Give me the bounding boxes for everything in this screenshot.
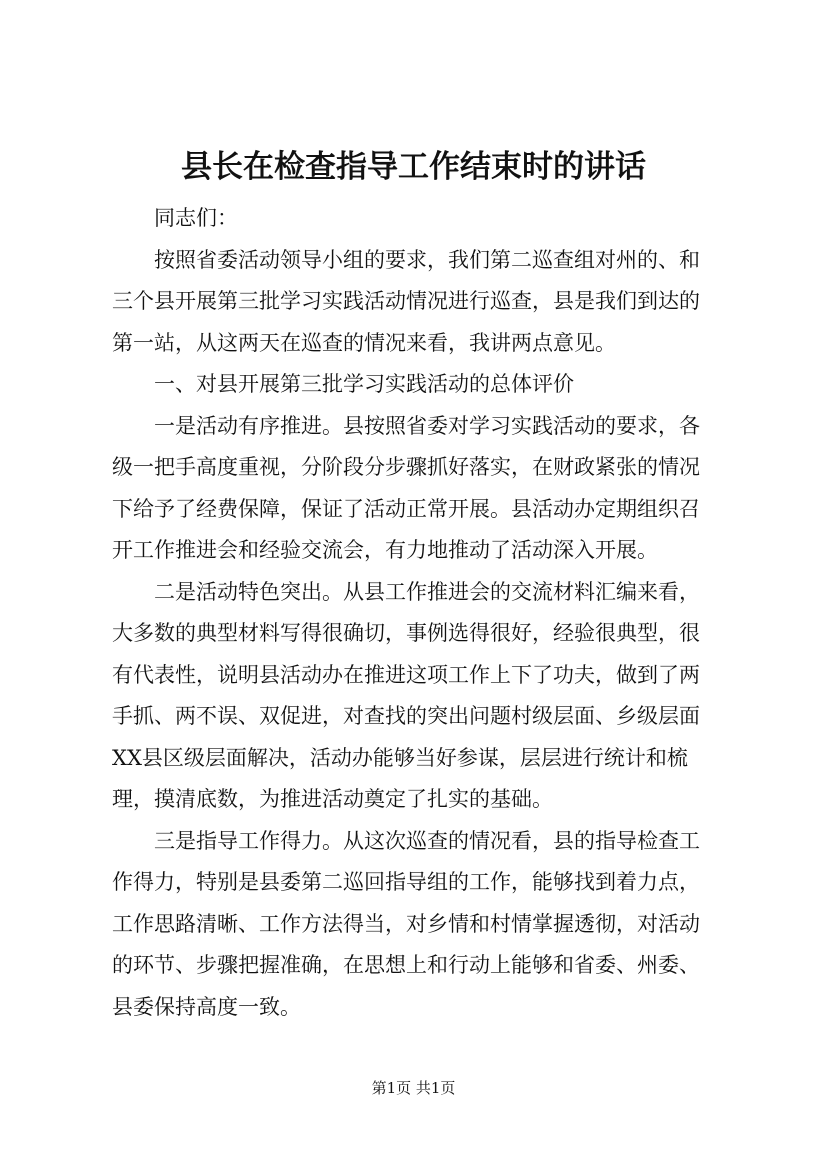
salutation-line: 同志们： [154, 206, 238, 230]
paragraph-line: 级一把手高度重视，分阶段分步骤抓好落实，在财政紧张的情况 [112, 455, 700, 479]
document-body [112, 198, 740, 1028]
section-heading: 一、对县开展第三批学习实践活动的总体评价 [154, 372, 574, 396]
page-footer: 第1页 共1页 [371, 1079, 456, 1097]
paragraph-line: XX县区级层面解决，活动办能够当好参谋，层层进行统计和梳 [112, 745, 688, 770]
paragraph-line: 按照省委活动领导小组的要求，我们第二巡查组对州的、和 [154, 247, 700, 272]
paragraph-line: 三个县开展第三批学习实践活动情况进行巡查，县是我们到达的 [112, 289, 700, 313]
paragraph-line: 的环节、步骤把握准确，在思想上和行动上能够和省委、州委、 [112, 953, 700, 977]
paragraph-line: 手抓、两不误、双促进，对查找的突出问题村级层面、乡级层面 [112, 704, 700, 728]
paragraph-line: 二是活动特色突出。从县工作推进会的交流材料汇编来看， [154, 579, 700, 604]
paragraph-line: 一是活动有序推进。县按照省委对学习实践活动的要求，各 [154, 413, 700, 438]
paragraph-line: 开工作推进会和经验交流会，有力地推动了活动深入开展。 [112, 538, 658, 562]
paragraph-line: 下给予了经费保障，保证了活动正常开展。县活动办定期组织召 [112, 496, 700, 521]
paragraph-line: 县委保持高度一致。 [112, 994, 301, 1019]
paragraph-line: 理，摸清底数，为推进活动奠定了扎实的基础。 [112, 787, 553, 811]
paragraph-line: 三是指导工作得力。从这次巡查的情况看，县的指导检查工 [154, 828, 700, 853]
paragraph-line: 有代表性，说明县活动办在推进这项工作上下了功夫，做到了两 [112, 662, 700, 687]
document-title: 县长在检查指导工作结束时的讲话 [181, 149, 646, 185]
paragraph-line: 工作思路清晰、工作方法得当，对乡情和村情掌握透彻，对活动 [112, 911, 700, 936]
paragraph-line: 第一站，从这两天在巡查的情况来看，我讲两点意见。 [112, 330, 616, 355]
paragraph-line: 大多数的典型材料写得很确切，事例选得很好，经验很典型，很 [112, 621, 700, 645]
paragraph-line: 作得力，特别是县委第二巡回指导组的工作，能够找到着力点， [112, 870, 700, 894]
